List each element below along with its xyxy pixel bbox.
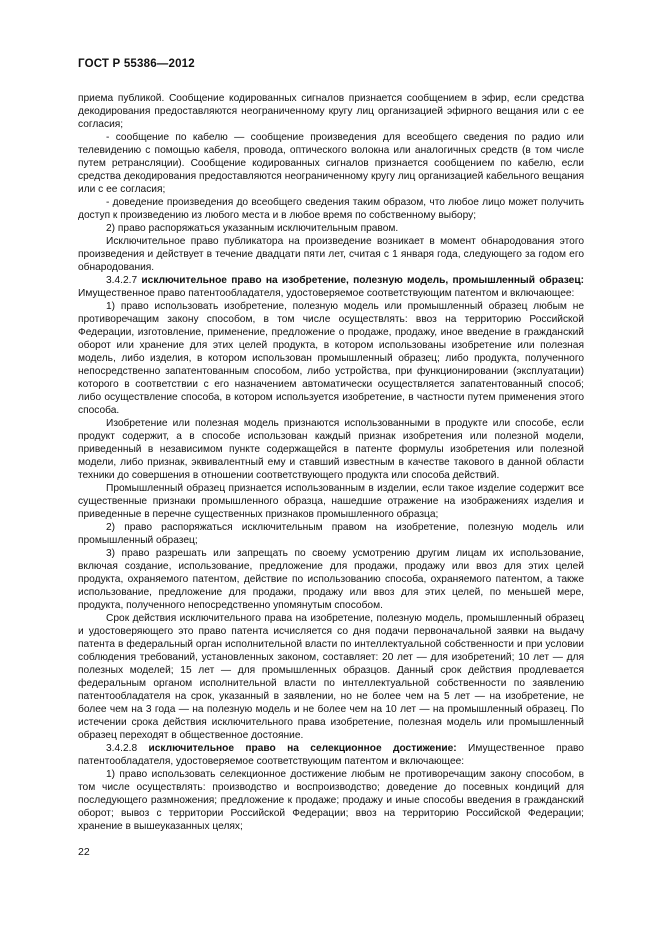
paragraph: 1) право использовать изобретение, полезную модель или промышленный образец любым не противоречащим закону способом, в том числе осуществлять: ввоз на территорию Российской Федерации, изготовление, применение, предложение о продаже, продажу, иное введение в гражданский оборот или хранение для этих целей продукта, в котором использованы изобретение или полезная модель, либо изделия, в котором использован промышленный образец; либо продукта, полученного непосредственно запатентованным способом, либо устройства, при функционировании (эксплуатации) которого в соответствии с его назначением автоматически осуществляется запатентованный способ; либо осуществление способа, в котором используется изобретение, в частности путем применения этого способа. [78,301,584,416]
paragraph: 3) право разрешать или запрещать по своему усмотрению другим лицам их использование, включая создание, использование, предложение для продажи, продажу или ввоз для этих целей продукта, охраняемого патентом, действие по использованию способа, охраняемого патентом, а также использование, предложение для продажи, продажу или ввоз для этих целей, по меньшей мере, продукта, полученного непосредственно упомянутым способом. [78,548,584,611]
section-3-4-2-7 [78,274,584,300]
paragraph: Промышленный образец признается использованным в изделии, если такое изделие содержит все существенные признаки промышленного образца, нашедшие отражение на изображениях изделия и приведенные в перечне существенных признаков промышленного образца; [78,483,584,520]
page-number: 22 [78,846,90,858]
paragraph: Срок действия исключительного права на изобретение, полезную модель, промышленный образец и удостоверяющего это право патента исчисляется со дня подачи первоначальной заявки на выдачу патента в федеральный орган исполнительной власти по интеллектуальной собственности и при условии соблюдения требований, установленных законом, составляет: 20 лет — для изобретений; 10 лет — для полезных моделей; 15 лет — для промышленных образцов. Данный срок действия продлевается федеральным органом исполнительной власти по интеллектуальной собственности по заявлению патентообладателя на срок, указанный в заявлении, но не более чем на 5 лет — на изобретение, не более чем на 3 года — на полезную модель и не более чем на 10 лет — на промышленный образец. По истечении срока действия исключительного права изобретение, полезная модель или промышленный образец переходят в общественное достояние. [78,613,584,741]
document-body [78,92,584,833]
paragraph: - сообщение по кабелю — сообщение произведения для всеобщего сведения по радио или телевидению с помощью кабеля, провода, оптического волокна или аналогичных средств (в том числе путем ретрансляции). Сообщение кодированных сигналов признается сообщением по кабелю, если средства декодирования предоставляются неограниченному кругу лиц организацией кабельного вещания или с ее согласия; [78,132,584,195]
paragraph: 1) право использовать селекционное достижение любым не противоречащим закону способом, в том числе осуществлять: производство и воспроизводство; доведение до посевных кондиций для последующего размножения; предложение к продаже; продажу и иные способы введения в гражданский оборот; вывоз с территории Российской Федерации; ввоз на территорию Российской Федерации; хранение в вышеуказанных целях; [78,769,584,832]
paragraph: Исключительное право публикатора на произведение возникает в момент обнародования этого произведения и действует в течение двадцати пяти лет, считая с 1 января года, следующего за годом его обнародования. [78,236,584,273]
section-number: 3.4.2.7 [106,275,138,286]
section-definition: Имущественное право патентообладателя, удостоверяемое соответствующим патентом и включающее: [78,288,575,299]
paragraph: 2) право распоряжаться указанным исключительным правом. [106,223,399,234]
paragraph: - доведение произведения до всеобщего сведения таким образом, что любое лицо может получить доступ к произведению из любого места и в любое время по собственному выбору; [78,197,584,221]
section-definition: Имущественное право патентообладателя, удостоверяемое соответствующим патентом и включающее: [78,743,584,767]
paragraph: приема публикой. Сообщение кодированных сигналов признается сообщением в эфир, если средства декодирования предоставляются неограниченному кругу лиц организацией эфирного вещания или с ее согласия; [78,93,584,130]
section-term: исключительное право на селекционное достижение: [148,743,457,754]
section-term: исключительное право на изобретение, полезную модель, промышленный образец: [141,275,584,286]
section-number: 3.4.2.8 [106,743,138,754]
document-header: ГОСТ Р 55386—2012 [78,58,195,70]
paragraph: Изобретение или полезная модель признаются использованными в продукте или способе, если продукт содержит, а в способе использован каждый признак изобретения или полезной модели, приведенный в независимом пункте содержащейся в патенте формулы изобретения или полезной модели, либо признак, эквивалентный ему и ставший известным в качестве такового в данной области техники до совершения в отношении соответствующего продукта или способа действий. [78,418,584,481]
paragraph: 2) право распоряжаться исключительным правом на изобретение, полезную модель или промышленный образец; [78,522,584,546]
section-3-4-2-8 [78,742,584,768]
